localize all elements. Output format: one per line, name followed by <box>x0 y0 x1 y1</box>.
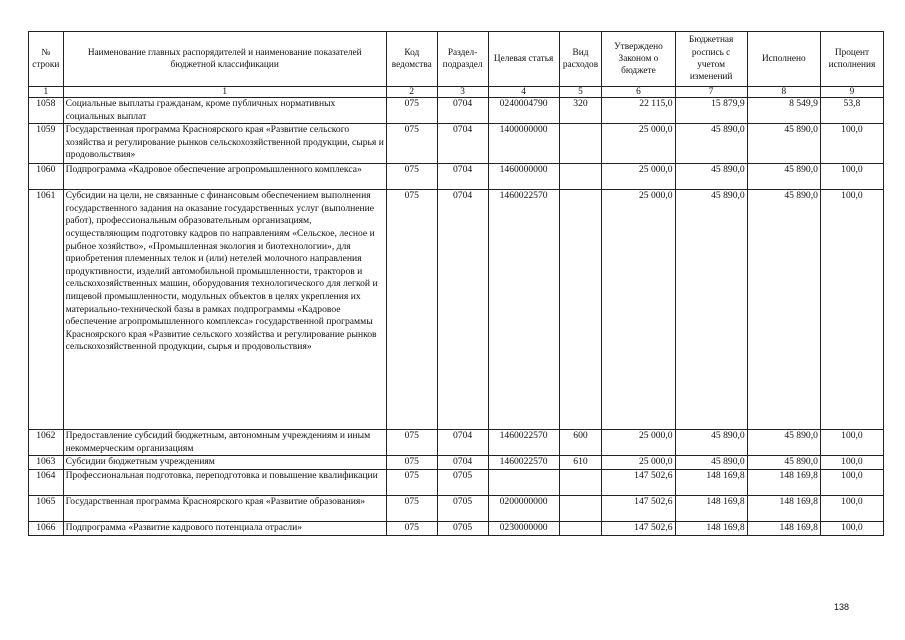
section-code: 0705 <box>437 469 488 495</box>
row-number: 1066 <box>29 521 64 535</box>
section-code: 0705 <box>437 495 488 521</box>
table-row <box>29 456 884 470</box>
section-code: 0705 <box>437 521 488 535</box>
execution-percent: 100,0 <box>820 456 883 470</box>
header-row-number: № строки <box>29 32 64 87</box>
header-budget-schedule: Бюджетная роспись с учетом изменений <box>675 32 747 87</box>
column-number: 3 <box>437 87 488 98</box>
execution-percent: 100,0 <box>820 124 883 164</box>
expense-type <box>559 469 602 495</box>
schedule-amount: 45 890,0 <box>675 164 747 190</box>
executed-amount: 148 169,8 <box>747 469 820 495</box>
schedule-amount: 45 890,0 <box>675 124 747 164</box>
row-number: 1061 <box>29 190 64 430</box>
section-code: 0704 <box>437 190 488 430</box>
approved-amount: 22 115,0 <box>602 98 675 124</box>
approved-amount: 147 502,6 <box>602 495 675 521</box>
department-code: 075 <box>386 98 437 124</box>
column-number: 1 <box>29 87 64 98</box>
target-article: 0230000000 <box>488 521 559 535</box>
expense-type <box>559 190 602 430</box>
approved-amount: 25 000,0 <box>602 430 675 456</box>
department-code: 075 <box>386 164 437 190</box>
target-article: 1460000000 <box>488 164 559 190</box>
approved-amount: 25 000,0 <box>602 190 675 430</box>
approved-amount: 147 502,6 <box>602 469 675 495</box>
approved-amount: 147 502,6 <box>602 521 675 535</box>
schedule-amount: 148 169,8 <box>675 521 747 535</box>
row-name: Государственная программа Красноярского края «Развитие сельского хозяйства и регулирование рынков сельскохозяйственной продукции, сырья и продовольствия» <box>63 124 386 164</box>
approved-amount: 25 000,0 <box>602 456 675 470</box>
department-code: 075 <box>386 430 437 456</box>
schedule-amount: 15 879,9 <box>675 98 747 124</box>
target-article: 1400000000 <box>488 124 559 164</box>
executed-amount: 8 549,9 <box>747 98 820 124</box>
target-article: 1460022570 <box>488 456 559 470</box>
target-article: 0240004790 <box>488 98 559 124</box>
execution-percent: 100,0 <box>820 469 883 495</box>
column-number: 4 <box>488 87 559 98</box>
expense-type <box>559 495 602 521</box>
column-number: 8 <box>747 87 820 98</box>
execution-percent: 100,0 <box>820 190 883 430</box>
execution-percent: 100,0 <box>820 164 883 190</box>
table-row <box>29 164 884 190</box>
header-name: Наименование главных распорядителей и наименование показателей бюджетной классификации <box>63 32 386 87</box>
table-row <box>29 124 884 164</box>
executed-amount: 148 169,8 <box>747 521 820 535</box>
row-name: Субсидии бюджетным учреждениям <box>63 456 386 470</box>
header-row <box>29 32 884 87</box>
expense-type <box>559 124 602 164</box>
header-expense-type: Вид расходов <box>559 32 602 87</box>
expense-type: 610 <box>559 456 602 470</box>
target-article: 0200000000 <box>488 495 559 521</box>
row-name: Предоставление субсидий бюджетным, автономным учреждениям и иным некоммерческим организациям <box>63 430 386 456</box>
target-article: 1460022570 <box>488 430 559 456</box>
table-row <box>29 495 884 521</box>
department-code: 075 <box>386 521 437 535</box>
row-name: Субсидии на цели, не связанные с финансовым обеспечением выполнения государственного задания на оказание государственных услуг (выполнение работ), профессиональным образовательным организациям, осуществляющим подготовку кадров по направлениям «Сельское, лесное и рыбное хозяйство», «Промышленная экология и биотехнологии», для приобретения племенных телок и (или) нетелей молочного направления продуктивности, изделий автомобильной промышленности, тракторов и сельскохозяйственных машин, оборудования технологического для легкой и пищевой промышленности, модульных объектов в целях укрепления их материально-технической базы в рамках подпрограммы «Кадровое обеспечение агропромышленного комплекса» государственной программы Красноярского края «Развитие сельского хозяйства и регулирование рынков сельскохозяйственной продукции, сырья и продовольствия» <box>63 190 386 430</box>
schedule-amount: 45 890,0 <box>675 190 747 430</box>
executed-amount: 45 890,0 <box>747 124 820 164</box>
column-number: 2 <box>386 87 437 98</box>
expense-type: 320 <box>559 98 602 124</box>
column-number: 6 <box>602 87 675 98</box>
row-number: 1065 <box>29 495 64 521</box>
table-row <box>29 521 884 535</box>
section-code: 0704 <box>437 456 488 470</box>
budget-table <box>28 31 884 536</box>
target-article: 1460022570 <box>488 190 559 430</box>
column-number: 7 <box>675 87 747 98</box>
row-name: Социальные выплаты гражданам, кроме публичных нормативных социальных выплат <box>63 98 386 124</box>
table-row <box>29 190 884 430</box>
row-number: 1063 <box>29 456 64 470</box>
page-number: 138 <box>834 602 850 612</box>
department-code: 075 <box>386 190 437 430</box>
department-code: 075 <box>386 456 437 470</box>
section-code: 0704 <box>437 124 488 164</box>
row-name: Подпрограмма «Развитие кадрового потенциала отрасли» <box>63 521 386 535</box>
row-number: 1058 <box>29 98 64 124</box>
row-name: Профессиональная подготовка, переподготовка и повышение квалификации <box>63 469 386 495</box>
target-article <box>488 469 559 495</box>
table-row <box>29 430 884 456</box>
header-approved: Утверждено Законом о бюджете <box>602 32 675 87</box>
approved-amount: 25 000,0 <box>602 124 675 164</box>
executed-amount: 45 890,0 <box>747 164 820 190</box>
row-number: 1064 <box>29 469 64 495</box>
department-code: 075 <box>386 469 437 495</box>
column-number: 1 <box>63 87 386 98</box>
column-number: 9 <box>820 87 883 98</box>
executed-amount: 148 169,8 <box>747 495 820 521</box>
section-code: 0704 <box>437 98 488 124</box>
header-target-article: Целевая статья <box>488 32 559 87</box>
section-code: 0704 <box>437 430 488 456</box>
schedule-amount: 148 169,8 <box>675 495 747 521</box>
table-row <box>29 98 884 124</box>
header-section: Раздел-подраздел <box>437 32 488 87</box>
department-code: 075 <box>386 124 437 164</box>
execution-percent: 53,8 <box>820 98 883 124</box>
execution-percent: 100,0 <box>820 521 883 535</box>
table-row <box>29 469 884 495</box>
executed-amount: 45 890,0 <box>747 430 820 456</box>
schedule-amount: 45 890,0 <box>675 456 747 470</box>
executed-amount: 45 890,0 <box>747 190 820 430</box>
row-name: Государственная программа Красноярского края «Развитие образования» <box>63 495 386 521</box>
section-code: 0704 <box>437 164 488 190</box>
expense-type <box>559 164 602 190</box>
schedule-amount: 45 890,0 <box>675 430 747 456</box>
expense-type: 600 <box>559 430 602 456</box>
row-name: Подпрограмма «Кадровое обеспечение агропромышленного комплекса» <box>63 164 386 190</box>
execution-percent: 100,0 <box>820 495 883 521</box>
column-number: 5 <box>559 87 602 98</box>
header-executed: Исполнено <box>747 32 820 87</box>
column-number-row <box>29 87 884 98</box>
row-number: 1062 <box>29 430 64 456</box>
row-number: 1059 <box>29 124 64 164</box>
executed-amount: 45 890,0 <box>747 456 820 470</box>
approved-amount: 25 000,0 <box>602 164 675 190</box>
header-percent: Процент исполнения <box>820 32 883 87</box>
department-code: 075 <box>386 495 437 521</box>
header-department-code: Код ведомства <box>386 32 437 87</box>
schedule-amount: 148 169,8 <box>675 469 747 495</box>
row-number: 1060 <box>29 164 64 190</box>
execution-percent: 100,0 <box>820 430 883 456</box>
expense-type <box>559 521 602 535</box>
